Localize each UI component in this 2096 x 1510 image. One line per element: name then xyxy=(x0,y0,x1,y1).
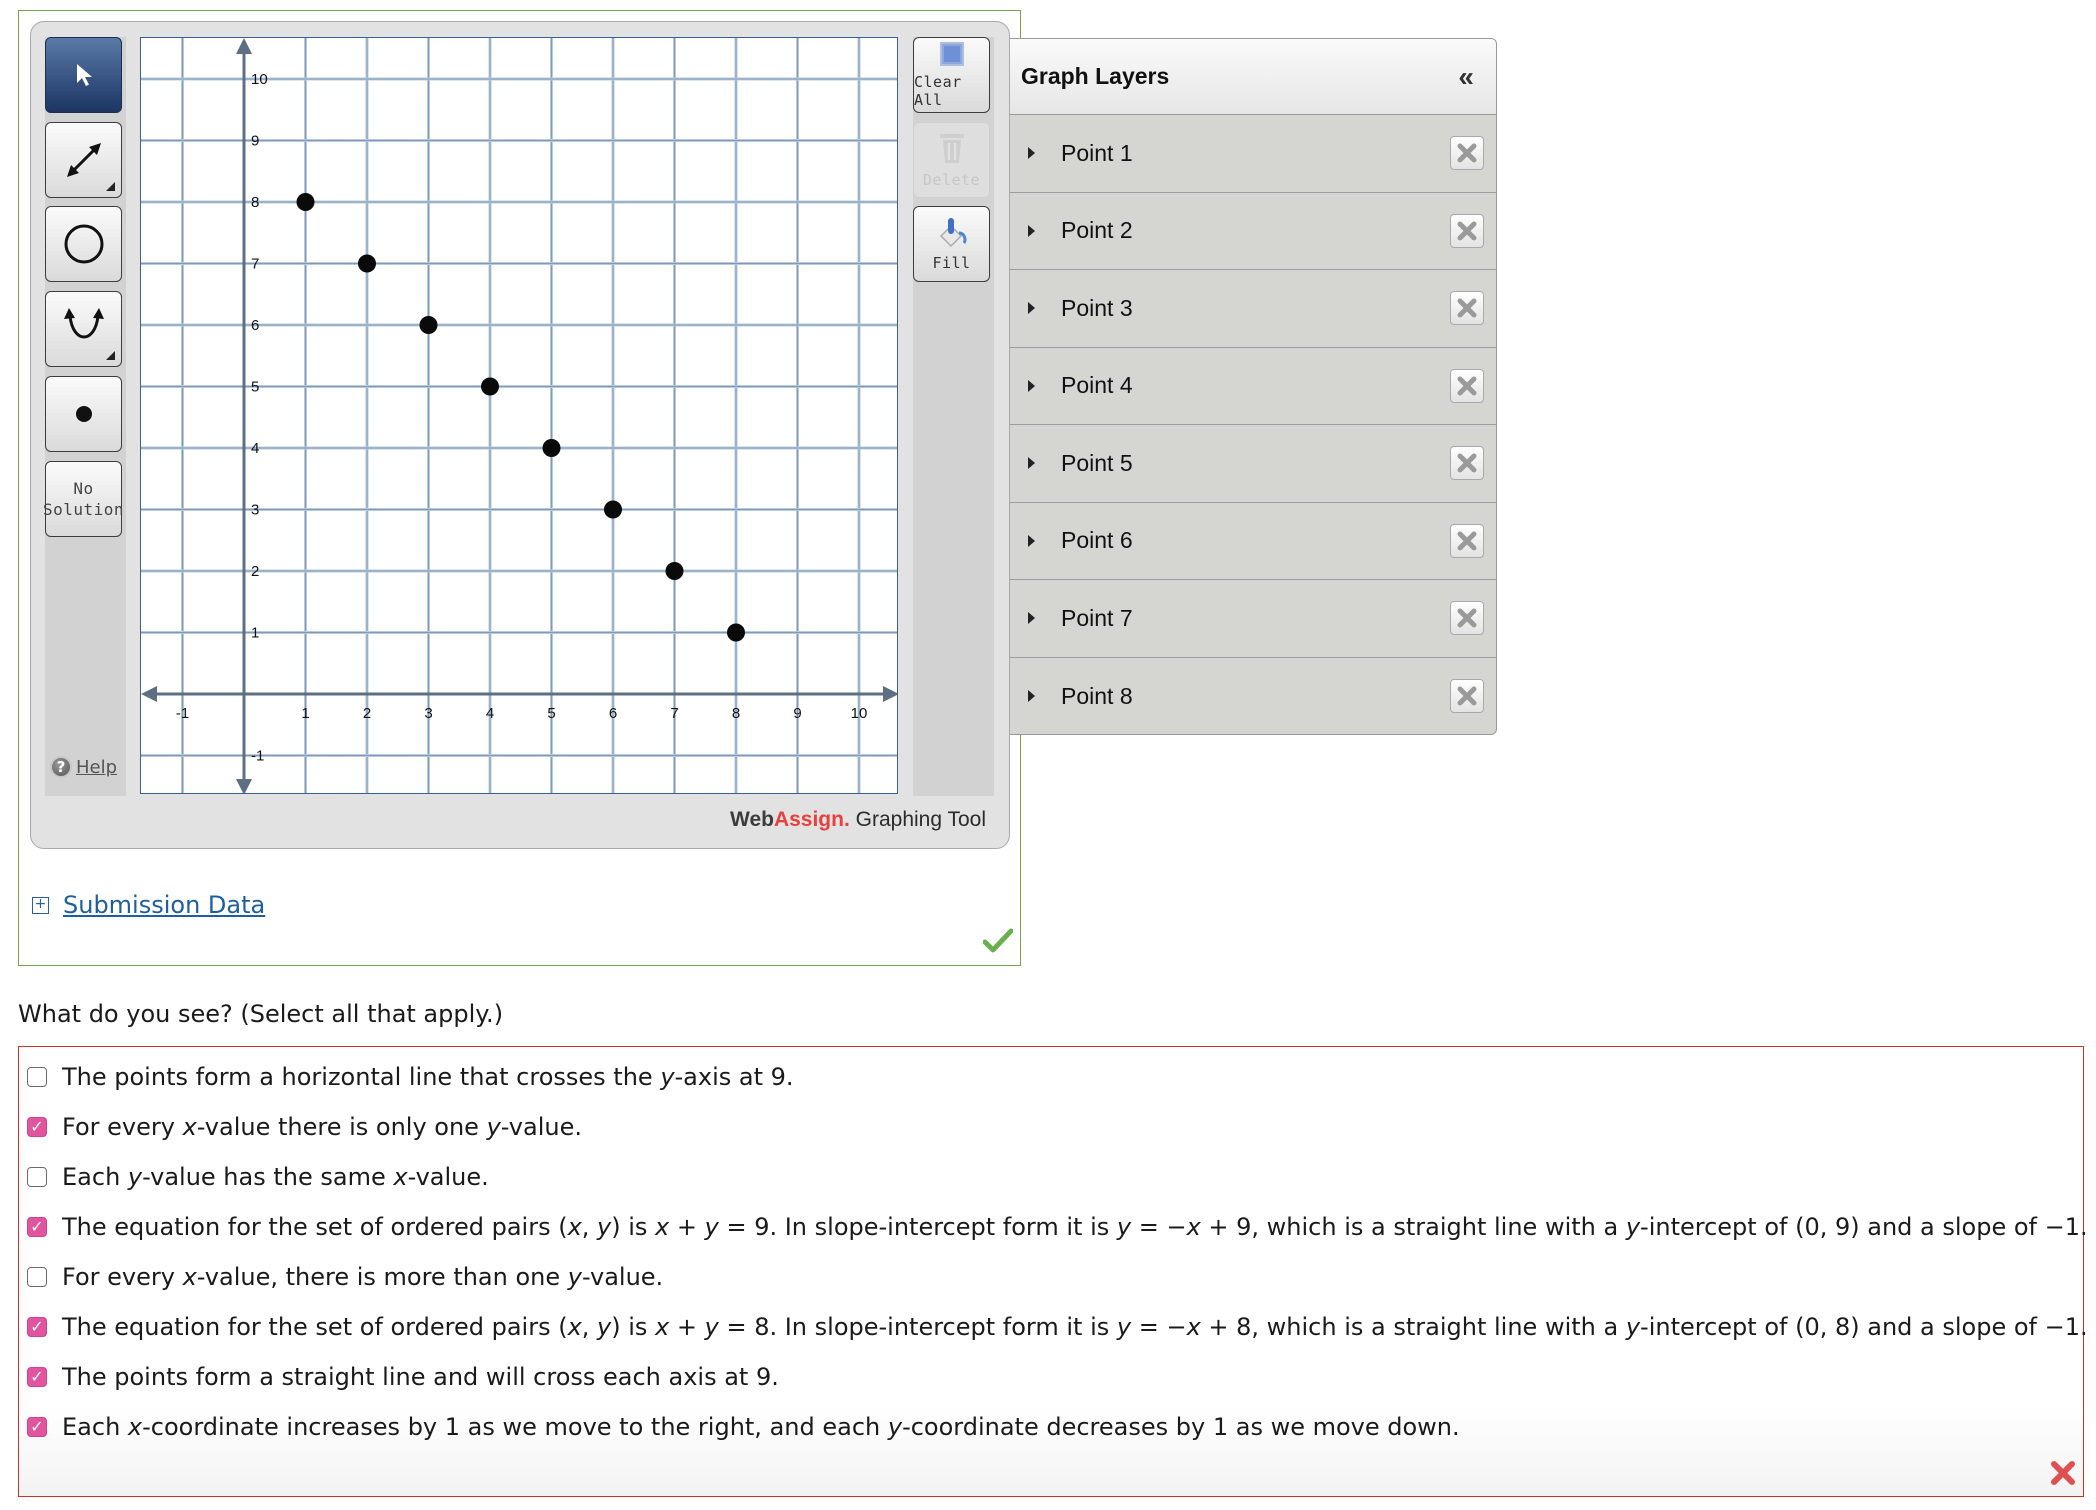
choices-box xyxy=(18,1046,2088,1497)
brand-web: Web xyxy=(730,808,774,831)
checkbox[interactable] xyxy=(27,1167,47,1187)
svg-text:3: 3 xyxy=(424,705,433,722)
expand-triangle-icon[interactable] xyxy=(1028,535,1035,547)
answer-choice[interactable] xyxy=(27,1113,582,1141)
delete-layer-button[interactable] xyxy=(1450,601,1484,635)
no-solution-label-line2: Solution xyxy=(42,500,125,519)
expand-triangle-icon[interactable] xyxy=(1028,147,1035,159)
pointer-arrow-icon xyxy=(72,61,96,89)
graph-layer-item[interactable] xyxy=(1010,503,1496,581)
expand-triangle-icon[interactable] xyxy=(1028,457,1035,469)
graph-layer-item[interactable] xyxy=(1010,658,1496,736)
answer-choice[interactable] xyxy=(27,1163,489,1191)
choice-label: Each x-coordinate increases by 1 as we move to the right, and each y-coordinate decreases by 1 as we move down. xyxy=(62,1413,1460,1441)
submission-data-link[interactable] xyxy=(32,891,265,919)
question-prompt: What do you see? (Select all that apply.) xyxy=(18,1000,504,1028)
expand-triangle-icon[interactable] xyxy=(1028,380,1035,392)
delete-layer-button[interactable] xyxy=(1450,679,1484,713)
delete-layer-button[interactable] xyxy=(1450,291,1484,325)
answer-choice[interactable] xyxy=(27,1363,779,1391)
graph-layer-item[interactable] xyxy=(1010,348,1496,426)
plotted-point[interactable] xyxy=(420,316,438,334)
delete-layer-button[interactable] xyxy=(1450,136,1484,170)
svg-text:8: 8 xyxy=(731,705,741,722)
correct-checkmark-icon xyxy=(983,928,1013,954)
close-x-icon xyxy=(1456,375,1478,397)
choice-label: The points form a straight line and will cross each axis at 9. xyxy=(62,1363,779,1391)
answer-choice[interactable] xyxy=(27,1413,1460,1441)
line-tool-button[interactable] xyxy=(45,122,122,198)
select-tool-button[interactable] xyxy=(45,37,122,113)
graph-layer-item[interactable] xyxy=(1010,425,1496,503)
graph-layer-label: Point 6 xyxy=(1061,527,1133,554)
svg-text:3: 3 xyxy=(251,501,260,519)
brand-graphing-tool: Graphing Tool xyxy=(849,808,987,831)
svg-text:10: 10 xyxy=(251,71,268,88)
fill-label: Fill xyxy=(932,254,971,272)
checkbox[interactable] xyxy=(27,1117,47,1137)
close-x-icon xyxy=(1456,142,1478,164)
no-solution-label-line1: No xyxy=(73,479,94,498)
checkbox[interactable] xyxy=(27,1217,47,1237)
close-x-icon xyxy=(1456,530,1478,552)
close-x-icon xyxy=(1456,297,1478,319)
checkbox[interactable] xyxy=(27,1067,47,1087)
delete-layer-button[interactable] xyxy=(1450,524,1484,558)
graph-layer-label: Point 7 xyxy=(1061,604,1133,631)
svg-text:2: 2 xyxy=(251,563,260,580)
delete-button[interactable] xyxy=(913,122,990,198)
checkbox[interactable] xyxy=(27,1317,47,1337)
plotted-point[interactable] xyxy=(358,255,376,273)
svg-text:6: 6 xyxy=(608,705,618,722)
graph-layer-item[interactable] xyxy=(1010,270,1496,348)
close-x-icon xyxy=(1456,607,1478,629)
graph-layer-label: Point 2 xyxy=(1061,217,1133,244)
plotted-point[interactable] xyxy=(543,439,561,457)
checkbox[interactable] xyxy=(27,1417,47,1437)
delete-label: Delete xyxy=(922,171,981,189)
graph-layer-item[interactable] xyxy=(1010,115,1496,193)
help-link[interactable] xyxy=(50,756,117,778)
clear-square-icon xyxy=(939,41,965,67)
choice-label: The points form a horizontal line that crosses the y-axis at 9. xyxy=(62,1063,794,1091)
delete-layer-button[interactable] xyxy=(1450,446,1484,480)
circle-icon xyxy=(62,222,106,266)
plotted-point[interactable] xyxy=(481,378,499,396)
graph-layer-label: Point 8 xyxy=(1061,682,1133,709)
graph-layers-panel xyxy=(1010,38,1497,735)
svg-text:9: 9 xyxy=(251,132,260,150)
expand-triangle-icon[interactable] xyxy=(1028,225,1035,237)
point-icon xyxy=(74,404,94,424)
graph-layers-header xyxy=(1010,39,1496,115)
svg-text:5: 5 xyxy=(251,378,260,396)
expand-plus-icon[interactable]: + xyxy=(32,897,49,914)
incorrect-x-icon xyxy=(2050,1460,2076,1486)
no-solution-button[interactable] xyxy=(42,461,125,537)
expand-triangle-icon[interactable] xyxy=(1028,690,1035,702)
plotted-point[interactable] xyxy=(604,501,622,519)
svg-text:7: 7 xyxy=(670,705,679,722)
clear-all-button[interactable] xyxy=(913,37,990,113)
svg-text:1: 1 xyxy=(301,705,310,722)
plotted-point[interactable] xyxy=(666,562,684,580)
plotted-point[interactable] xyxy=(727,624,745,642)
choice-label: The equation for the set of ordered pairs (x, y) is x + y = 8. In slope-intercept form it is y = −x + 8, which is a straight line with a y-intercept of (0, 8) and a slope of −1. xyxy=(62,1313,2088,1341)
help-label: Help xyxy=(76,756,118,778)
close-x-icon xyxy=(1456,452,1478,474)
delete-layer-button[interactable] xyxy=(1450,214,1484,248)
fill-button[interactable] xyxy=(913,206,990,282)
graph-layer-label: Point 1 xyxy=(1061,139,1133,166)
expand-triangle-icon[interactable] xyxy=(1028,302,1035,314)
coordinate-grid[interactable] xyxy=(141,38,898,794)
plotted-point[interactable] xyxy=(297,193,315,211)
graph-layer-label: Point 4 xyxy=(1061,372,1133,399)
graph-layers-list xyxy=(1010,115,1496,735)
submission-data-label: Submission Data xyxy=(63,891,266,919)
expand-triangle-icon[interactable] xyxy=(1028,612,1035,624)
svg-text:8: 8 xyxy=(251,194,260,211)
help-question-icon: ? xyxy=(50,756,72,778)
webassign-graphing-tool-logo xyxy=(730,808,986,832)
svg-text:-1: -1 xyxy=(251,747,265,765)
collapse-panel-button[interactable]: « xyxy=(1458,60,1474,92)
graph-layer-item[interactable] xyxy=(1010,580,1496,658)
delete-layer-button[interactable] xyxy=(1450,369,1484,403)
svg-text:9: 9 xyxy=(793,705,802,722)
submenu-indicator-icon xyxy=(106,182,115,191)
choice-label: The equation for the set of ordered pairs (x, y) is x + y = 9. In slope-intercept form it is y = −x + 9, which is a straight line with a y-intercept of (0, 9) and a slope of −1. xyxy=(62,1213,2088,1241)
choice-label: For every x-value, there is more than one y-value. xyxy=(62,1263,664,1291)
double-arrow-line-icon xyxy=(59,135,109,185)
svg-text:1: 1 xyxy=(251,624,260,642)
trash-icon xyxy=(938,131,966,165)
svg-text:-1: -1 xyxy=(175,705,190,722)
close-x-icon xyxy=(1456,685,1478,707)
svg-text:4: 4 xyxy=(251,440,260,457)
svg-text:10: 10 xyxy=(850,705,868,722)
graph-canvas[interactable] xyxy=(140,37,898,794)
circle-tool-button[interactable] xyxy=(45,206,122,282)
clear-all-label: Clear All xyxy=(914,73,962,109)
graph-layers-title: Graph Layers xyxy=(1021,63,1170,89)
graph-layer-item[interactable] xyxy=(1010,193,1496,271)
parabola-tool-button[interactable] xyxy=(45,291,122,367)
svg-text:6: 6 xyxy=(251,317,260,334)
close-x-icon xyxy=(1456,220,1478,242)
submenu-indicator-icon xyxy=(106,351,115,360)
svg-text:7: 7 xyxy=(251,255,260,273)
graph-layer-label: Point 5 xyxy=(1061,449,1133,476)
graph-layer-label: Point 3 xyxy=(1061,294,1133,321)
svg-text:5: 5 xyxy=(547,705,556,722)
answer-choice[interactable] xyxy=(27,1063,794,1091)
svg-text:2: 2 xyxy=(362,705,372,722)
paint-bucket-icon xyxy=(935,216,969,250)
answer-choice[interactable] xyxy=(27,1263,663,1291)
choice-label: Each y-value has the same x-value. xyxy=(62,1163,489,1191)
parabola-icon xyxy=(59,304,109,354)
checkbox[interactable] xyxy=(27,1267,47,1287)
answer-choice[interactable] xyxy=(27,1213,2088,1241)
choice-label: For every x-value there is only one y-value. xyxy=(62,1113,582,1141)
svg-text:4: 4 xyxy=(485,705,495,722)
point-tool-button[interactable] xyxy=(45,376,122,452)
brand-assign: Assign. xyxy=(773,808,850,831)
checkbox[interactable] xyxy=(27,1367,47,1387)
answer-choice[interactable] xyxy=(27,1313,2088,1341)
